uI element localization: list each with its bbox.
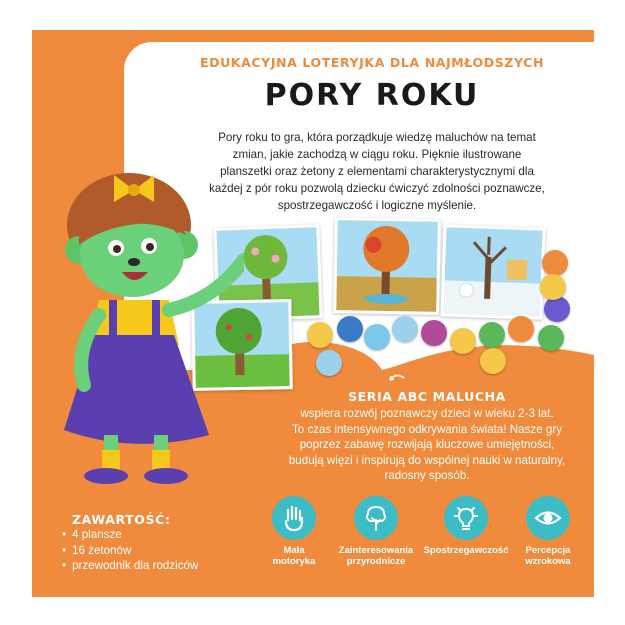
description-line: spostrzegawczość i logiczne myślenie. — [277, 199, 477, 212]
lightbulb-icon — [444, 496, 488, 540]
token — [316, 350, 342, 376]
skill-visual-perception — [504, 496, 592, 567]
series-title: SERIA ABC MALUCHA — [348, 389, 506, 404]
product-box-back — [32, 30, 594, 597]
tree-icon — [354, 496, 398, 540]
board-autumn — [333, 217, 441, 315]
token — [508, 316, 534, 342]
skill-label: Percepcja wzrokowa — [525, 545, 571, 567]
token — [421, 320, 447, 346]
game-subtitle: EDUKACYJNA LOTERYJKA DLA NAJMŁODSZYCH — [199, 55, 545, 70]
token — [540, 274, 566, 300]
token — [542, 250, 568, 276]
token — [337, 316, 363, 342]
series-line: To czas intensywnego odkrywania świata! Nasze gry — [291, 422, 562, 436]
hand-icon — [272, 496, 316, 540]
description-line: zmian, jakie zachodzą w ciągu roku. Pięknie ilustrowane — [232, 148, 522, 161]
skill-perceptiveness — [422, 496, 510, 556]
skill-fine-motor — [250, 496, 338, 567]
token — [480, 348, 506, 374]
contents-item: • 4 plansze — [62, 527, 198, 543]
description-line: Pory roku to gra, która porządkuje wiedzę maluchów na temat — [218, 131, 536, 144]
skill-label: Spostrzegawczość — [423, 545, 509, 556]
contents-title: ZAWARTOŚĆ: — [72, 512, 171, 527]
token — [392, 316, 418, 342]
skill-label: Mała motoryka — [272, 545, 316, 567]
token — [364, 324, 390, 350]
description-line: każdej z pór roku pozwolą dziecku ćwiczyć zdolności poznawcze, — [209, 182, 545, 195]
contents-item: • przewodnik dla rodziców — [62, 558, 198, 574]
token — [307, 322, 333, 348]
token — [479, 322, 505, 348]
token — [450, 328, 476, 354]
series-line: budują więzi i inspirują do wspólnej nauki w naturalny, — [288, 453, 566, 467]
skill-label: Zainteresowania przyrodnicze — [338, 545, 414, 567]
series-line: wspiera rozwój poznawczy dzieci w wieku 2-3 lat. — [300, 407, 554, 420]
series-line: radosny sposób. — [384, 469, 470, 482]
contents-list — [62, 527, 198, 574]
series-description — [272, 406, 582, 484]
token — [538, 325, 564, 351]
mascot-girl-illustration — [44, 150, 244, 490]
contents-item: • 16 żetonów — [62, 543, 198, 559]
board-winter — [440, 224, 545, 320]
description-line: planszetki oraz żetony z elementami charakterystycznymi dla — [220, 165, 534, 178]
series-line: poprzez zabawę rozwijają kluczowe umiejętności, — [299, 438, 555, 451]
game-title: PORY ROKU — [264, 78, 480, 113]
eye-icon — [526, 496, 570, 540]
token — [544, 296, 570, 322]
skill-nature-interest — [332, 496, 420, 567]
